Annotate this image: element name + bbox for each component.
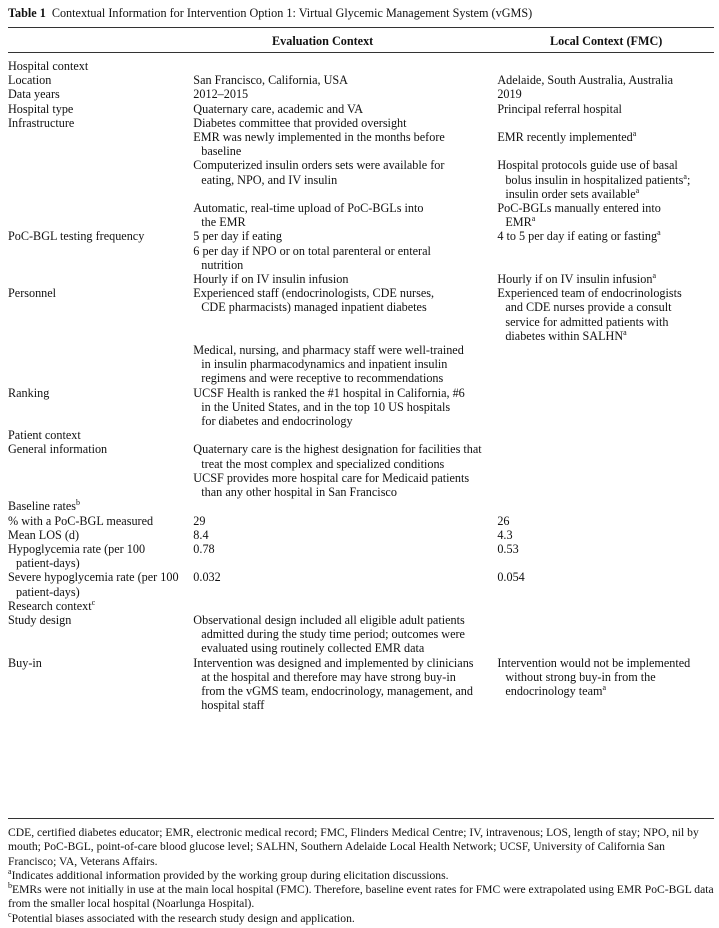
local-cell: 4.3 xyxy=(497,527,513,542)
eval-cell: Hourly if on IV insulin infusion xyxy=(193,272,349,287)
row-label: Location xyxy=(8,73,52,88)
eval-cell: 5 per day if eating xyxy=(193,229,282,244)
eval-cell: Diabetes committee that provided oversight xyxy=(193,115,407,130)
row-label: Buy-in xyxy=(8,655,42,670)
section-research: Research context$^c$ xyxy=(8,597,96,613)
eval-cell: 0.78 xyxy=(193,541,215,556)
row-label: Hospital type xyxy=(8,101,74,116)
table-row xyxy=(8,542,714,570)
section-baseline: Baseline rates$^b$ xyxy=(8,498,81,514)
eval-cell: 8.4 xyxy=(193,527,209,542)
local-cell: 0.054 xyxy=(497,570,525,585)
footnote-b: $^b$EMRs were not initially in use at the main local hospital (FMC). Therefore, baseline event rates for FMC were extrapolated using EMR PoC-BGL data from the smaller local hospital (Noarlunga Hospital). xyxy=(8,881,714,911)
table-caption xyxy=(8,6,532,20)
section-row xyxy=(8,499,714,513)
row-label: Ranking xyxy=(8,385,50,400)
footnote-c: $^c$Potential biases associated with the research study design and application. xyxy=(8,909,355,925)
table-row xyxy=(8,116,714,130)
table-row xyxy=(8,613,714,656)
local-cell: 26 xyxy=(497,513,510,528)
section-row xyxy=(8,59,714,73)
table-title: Contextual Information for Intervention Option 1: Virtual Glycemic Management System (vGMS) xyxy=(51,6,533,20)
local-cell: Intervention would not be implemented without strong buy-in from the endocrinology team$^a$ xyxy=(497,655,691,698)
local-cell: Principal referral hospital xyxy=(497,101,622,116)
local-cell xyxy=(505,116,714,130)
header-rule xyxy=(8,52,714,53)
table-row xyxy=(8,442,714,470)
table-row xyxy=(8,244,714,272)
section-patient: Patient context xyxy=(8,428,81,443)
column-header-evaluation: Evaluation Context xyxy=(272,34,374,48)
section-row xyxy=(8,428,714,442)
local-cell: Experienced team of endocrinologists and CDE nurses provide a consult service for admitted patients with diabetes within SALHN$^a$ xyxy=(497,286,682,343)
column-header-local: Local Context (FMC) xyxy=(550,34,663,48)
eval-cell: San Francisco, California, USA xyxy=(193,73,348,88)
table-row xyxy=(8,528,714,542)
local-cell: PoC-BGLs manually entered into EMR$^a$ xyxy=(497,201,661,230)
eval-cell: EMR was newly implemented in the months before baseline xyxy=(193,130,445,159)
table-footnotes xyxy=(8,826,714,926)
table-row xyxy=(8,471,714,499)
row-label: % with a PoC-BGL measured xyxy=(8,513,154,528)
row-label: General information xyxy=(8,442,108,457)
eval-cell: Intervention was designed and implemented by clinicians at the hospital and therefore may have strong buy-in from the vGMS team, endocrinology, management, and hospital staff xyxy=(193,655,474,713)
eval-cell: Observational design included all eligible adult patients admitted during the study time period; outcomes were evaluated using routinely collected EMR data xyxy=(193,612,465,656)
footnote-a: $^a$Indicates additional information provided by the working group during elicitation discussions. xyxy=(8,867,449,882)
table-row xyxy=(8,158,714,201)
top-rule xyxy=(8,27,714,28)
row-label: Hypoglycemia rate (per 100 patient-days) xyxy=(8,541,146,571)
eval-cell: 2012–2015 xyxy=(193,87,249,102)
row-label: Data years xyxy=(8,87,60,102)
local-cell: Adelaide, South Australia, Australia xyxy=(497,73,673,88)
bottom-rule xyxy=(8,818,714,819)
context-table xyxy=(8,59,714,712)
table-row xyxy=(8,130,714,158)
eval-cell: Experienced staff (endocrinologists, CDE nurses, CDE pharmacists) managed inpatient diabetes xyxy=(193,286,435,315)
table-row xyxy=(8,201,714,229)
local-cell: 0.53 xyxy=(497,541,519,556)
row-label: PoC-BGL testing frequency xyxy=(8,229,145,244)
table-row xyxy=(8,73,714,87)
table-row xyxy=(8,229,714,243)
table-row xyxy=(8,386,714,429)
local-cell: Hospital protocols guide use of basal bolus insulin in hospitalized patients$^a$; insulin order sets available$^a$ xyxy=(497,158,691,201)
eval-cell: Automatic, real-time upload of PoC-BGLs into the EMR xyxy=(193,201,424,230)
table-row xyxy=(8,570,714,598)
table-row xyxy=(8,343,714,386)
row-label: Mean LOS (d) xyxy=(8,527,80,542)
eval-cell: Medical, nursing, and pharmacy staff were well-trained in insulin pharmacodynamics and inpatient insulin regimens and were receptive to recommendations xyxy=(193,343,464,386)
eval-cell: 0.032 xyxy=(193,570,221,585)
eval-cell: Computerized insulin orders sets were available for eating, NPO, and IV insulin xyxy=(193,158,445,187)
eval-cell: Quaternary care, academic and VA xyxy=(193,101,364,116)
local-cell: 4 to 5 per day if eating or fasting$^a$ xyxy=(497,228,661,244)
eval-cell: Quaternary care is the highest designation for facilities that treat the most complex and specialized conditions xyxy=(193,442,482,471)
table-label: Table 1 xyxy=(8,6,46,20)
row-label: Personnel xyxy=(8,286,57,301)
section-hospital: Hospital context xyxy=(8,59,89,73)
table-row xyxy=(8,656,714,713)
row-label: Study design xyxy=(8,612,72,627)
local-cell: Hourly if on IV insulin infusion$^a$ xyxy=(497,270,657,287)
section-row xyxy=(8,599,714,613)
row-label: Severe hypoglycemia rate (per 100 patient-days) xyxy=(8,570,179,599)
row-label: Infrastructure xyxy=(8,115,75,130)
local-cell: 2019 xyxy=(497,87,522,102)
eval-cell: UCSF provides more hospital care for Medicaid patients than any other hospital in San Francisco xyxy=(193,470,470,500)
eval-cell: UCSF Health is ranked the #1 hospital in California, #6 in the United States, and in the top 10 US hospitals for diabetes and endocrinology xyxy=(193,385,465,429)
table-row xyxy=(8,102,714,116)
eval-cell: 29 xyxy=(193,513,206,528)
table-row xyxy=(8,272,714,286)
table-row xyxy=(8,87,714,101)
table-row xyxy=(8,514,714,528)
footnote-abbreviations: CDE, certified diabetes educator; EMR, electronic medical record; FMC, Flinders Medical Centre; IV, intravenous; LOS, length of stay; NPO, nil by mouth; PoC-BGL, point-of-care blood glucose level; SALHN, Southern Adelaide Local Health Network; UCSF, University of California San Francisco; VA, Veterans Affairs. xyxy=(8,826,699,868)
local-cell: EMR recently implemented$^a$ xyxy=(497,128,637,145)
table-row xyxy=(8,286,714,343)
eval-cell: 6 per day if NPO or on total parenteral or enteral nutrition xyxy=(193,243,431,272)
